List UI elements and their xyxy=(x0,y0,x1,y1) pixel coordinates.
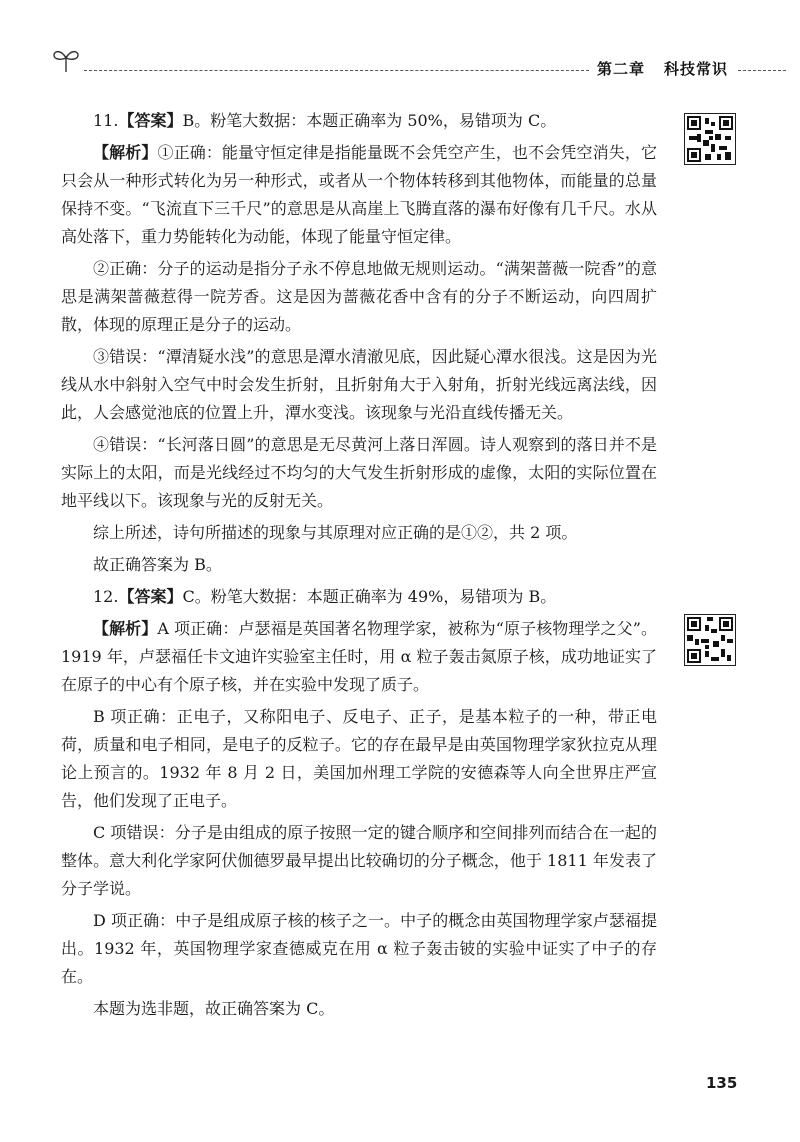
q11-analysis-tag: 【解析】 xyxy=(93,143,158,162)
q11-answer-line xyxy=(61,107,657,135)
q11-conclusion: 故正确答案为 B。 xyxy=(93,555,222,574)
answer-content xyxy=(61,107,657,1023)
q12-answer-text: C。粉笔大数据：本题正确率为 49%，易错项为 B。 xyxy=(182,587,557,606)
qr-code-icon[interactable] xyxy=(684,614,736,666)
q11-analysis-text-1: ①正确：能量守恒定律是指能量既不会凭空产生，也不会凭空消失，它只会从一种形式转化为另一种形式，或者从一个物体转移到其他物体，而能量的总量保持不变。“飞流直下三千尺”的意思是从高崖上飞腾直落的瀑布好像有几千尺。水从高处落下，重力势能转化为动能，体现了能量守恒定律。 xyxy=(61,143,657,246)
q12-answer-line xyxy=(61,583,657,611)
q11-number: 11. xyxy=(93,111,119,130)
q11-answer-tag: 【答案】 xyxy=(118,111,183,130)
sprout-icon xyxy=(51,46,81,74)
qr-code-graphic-2 xyxy=(685,615,735,665)
q12-analysis-text-1: A 项正确：卢瑟福是英国著名物理学家，被称为“原子核物理学之父”。1919 年，卢瑟福任卡文迪许实验室主任时，用 α 粒子轰击氮原子核，成功地证实了在原子的中心有个原子核，并在实验中发现了质子。 xyxy=(61,619,657,694)
q11-analysis-p2: ②正确：分子的运动是指分子永不停息地做无规则运动。“满架蔷薇一院香”的意思是满架蔷薇惹得一院芳香。这是因为蔷薇花香中含有的分子不断运动，向四周扩散，体现的原理正是分子的运动。 xyxy=(61,259,657,334)
header-rule-left xyxy=(84,70,589,71)
section-label: 科技常识 xyxy=(664,60,729,78)
q12-analysis-p2: B 项正确：正电子，又称阳电子、反电子、正子，是基本粒子的一种，带正电荷，质量和电子相同，是电子的反粒子。它的存在最早是由英国物理学家狄拉克从理论上预言的。1932 年 8 月 2 日，美国加州理工学院的安德森等人向全世界庄严宣告，他们发现了正电子。 xyxy=(61,707,657,810)
q12-number: 12. xyxy=(93,587,119,606)
q11-analysis-p3: ③错误：“潭清疑水浅”的意思是潭水清澈见底，因此疑心潭水很浅。这是因为光线从水中斜射入空气中时会发生折射，且折射角大于入射角，折射光线远离法线，因此，人会感觉池底的位置上升，潭水变浅。该现象与光沿直线传播无关。 xyxy=(61,347,657,422)
q11-analysis-p4: ④错误：“长河落日圆”的意思是无尽黄河上落日浑圆。诗人观察到的落日并不是实际上的太阳，而是光线经过不均匀的大气发生折射形成的虚像，太阳的实际位置在地平线以下。该现象与光的反射无关。 xyxy=(61,435,657,510)
q12-answer-tag: 【答案】 xyxy=(118,587,183,606)
q12-analysis-p3: C 项错误：分子是由组成的原子按照一定的键合顺序和空间排列而结合在一起的整体。意大利化学家阿伏伽德罗最早提出比较确切的分子概念，他于 1811 年发表了分子学说。 xyxy=(61,823,657,898)
q11-analysis-p1 xyxy=(61,139,657,251)
q12-analysis-p1 xyxy=(61,615,657,699)
q12-conclusion: 本题为选非题，故正确答案为 C。 xyxy=(93,999,335,1018)
page-number: 135 xyxy=(706,1074,738,1092)
qr-code-graphic-1 xyxy=(685,114,735,164)
chapter-label: 第二章 xyxy=(597,60,646,78)
q11-summary: 综上所述，诗句所描述的现象与其原理对应正确的是①②，共 2 项。 xyxy=(93,523,578,542)
qr-code-icon[interactable] xyxy=(684,113,736,165)
q12-analysis-tag: 【解析】 xyxy=(93,619,158,638)
q12-analysis-p4: D 项正确：中子是组成原子核的核子之一。中子的概念由英国物理学家卢瑟福提出。1932 年，英国物理学家查德威克在用 α 粒子轰击铍的实验中证实了中子的存在。 xyxy=(61,911,657,986)
q11-answer-text: B。粉笔大数据：本题正确率为 50%，易错项为 C。 xyxy=(182,111,557,130)
header-rule-right xyxy=(738,70,786,71)
